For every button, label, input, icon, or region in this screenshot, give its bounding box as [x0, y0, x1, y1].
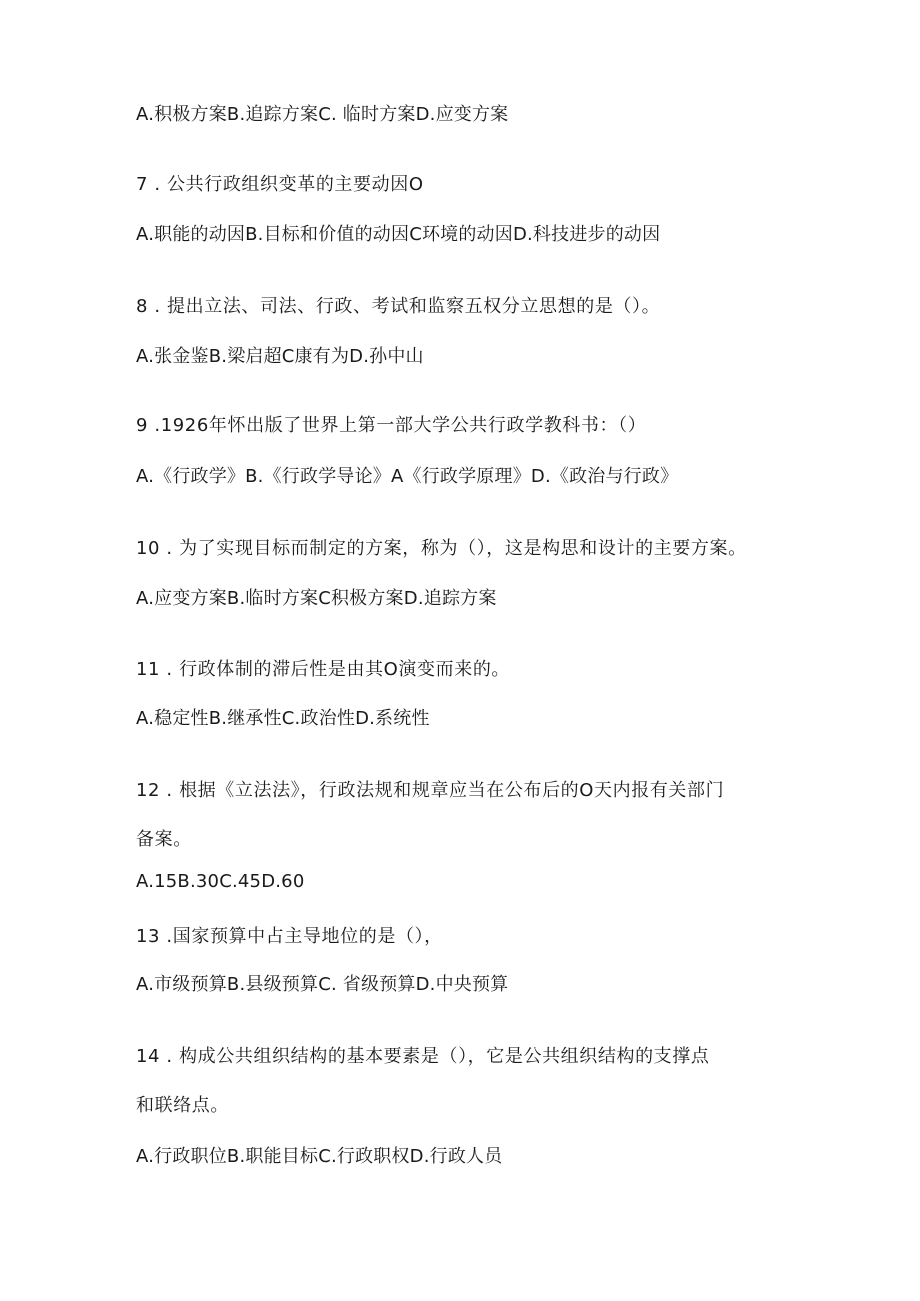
answer-options-9: A.《行政学》B.《行政学导论》A《行政学原理》D.《政治与行政》	[136, 466, 679, 487]
answer-options-11: A.稳定性B.继承性C.政治性D.系统性	[136, 708, 430, 729]
answer-options-13: A.市级预算B.县级预算C. 省级预算D.中央预算	[136, 974, 509, 995]
answer-options-7: A.职能的动因B.目标和价值的动因C环境的动因D.科技进步的动因	[136, 224, 661, 245]
question-12-continued: 备案。	[136, 829, 192, 850]
question-13: 13 .国家预算中占主导地位的是（），	[136, 926, 443, 947]
question-10: 10 . 为了实现目标而制定的方案，称为（），这是构思和设计的主要方案。	[136, 538, 747, 559]
question-14: 14 . 构成公共组织结构的基本要素是（），它是公共组织结构的支撑点	[136, 1046, 710, 1067]
answer-options-10: A.应变方案B.临时方案C积极方案D.追踪方案	[136, 588, 497, 609]
question-8: 8 . 提出立法、司法、行政、考试和监察五权分立思想的是（）。	[136, 296, 661, 317]
question-12: 12 . 根据《立法法》，行政法规和规章应当在公布后的O天内报有关部门	[136, 780, 725, 801]
question-9: 9 .1926年怀出版了世界上第一部大学公共行政学教科书：（）	[136, 415, 647, 436]
answer-options-14: A.行政职位B.职能目标C.行政职权D.行政人员	[136, 1146, 503, 1167]
question-7: 7 . 公共行政组织变革的主要动因O	[136, 174, 424, 195]
question-11: 11 . 行政体制的滞后性是由其O演变而来的。	[136, 659, 511, 680]
question-14-continued: 和联络点。	[136, 1095, 229, 1116]
answer-options-6: A.积极方案B.追踪方案C. 临时方案D.应变方案	[136, 104, 509, 125]
answer-options-8: A.张金鉴B.梁启超C康有为D.孙中山	[136, 346, 424, 367]
answer-options-12: A.15B.30C.45D.60	[136, 871, 305, 892]
